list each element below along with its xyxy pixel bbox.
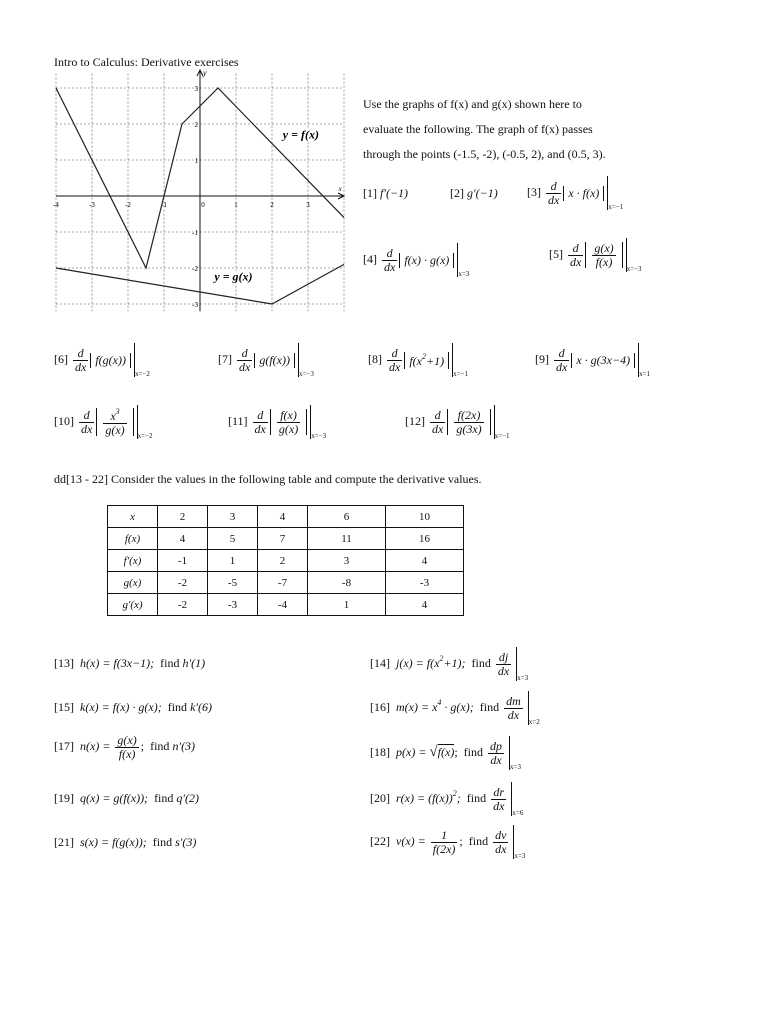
table-cell: 1	[308, 594, 386, 616]
table-header-cell: 3	[208, 506, 258, 528]
bracket-expression: g(f(x))	[254, 353, 295, 368]
problem-number: [8]	[368, 351, 382, 366]
page-title: Intro to Calculus: Derivative exercises	[54, 55, 239, 69]
exercise-14: [14] $j(x) = f(x^2+1)$; find $\frac{dj}{dx}$ $_{x=3}$	[370, 647, 528, 682]
exercise-13: [13] h(x) = f(3x−1); find h′(1)	[54, 656, 206, 670]
x-axis-letter: x	[338, 185, 342, 193]
table-cell: -8	[308, 572, 386, 594]
table-row	[108, 594, 464, 616]
table-cell: -4	[258, 594, 308, 616]
fraction-bottom: f(x)	[595, 254, 613, 269]
problem-1	[363, 186, 408, 201]
intro-line-2: evaluate the following. The graph of f(x) passes	[363, 122, 593, 136]
problem-number: [1]	[363, 186, 377, 200]
evaluation-point: x=1	[639, 369, 651, 378]
table-cell: 4	[386, 550, 464, 572]
intro-line-1: Use the graphs of f(x) and g(x) shown here to	[363, 97, 582, 111]
table-header-row	[108, 506, 464, 528]
table-header-cell: 2	[158, 506, 208, 528]
table-cell: -5	[208, 572, 258, 594]
evaluation-point: x=−2	[137, 431, 153, 440]
table-cell: 16	[386, 528, 464, 550]
table-cell: -3	[386, 572, 464, 594]
x-tick-label: 1	[234, 201, 238, 209]
evaluation-point: x=−3	[626, 264, 642, 273]
table-row	[108, 550, 464, 572]
problem-4	[363, 243, 469, 278]
bracket-expression: x · f(x)	[563, 186, 604, 201]
table-row	[108, 572, 464, 594]
evaluation-point: x=−1	[494, 431, 510, 440]
problem-number: [2]	[450, 186, 464, 200]
problem-12: [12] $\frac{d}{dx}$ $\frac{f(2x)}{g(3x)}$ $_{x=-1}$	[405, 405, 510, 440]
table-row-label: g′(x)	[108, 594, 158, 616]
table-header-cell: x	[108, 506, 158, 528]
table-cell: 4	[158, 528, 208, 550]
evaluation-point: x=−3	[298, 369, 314, 378]
problem-expression: f′(−1)	[380, 186, 409, 200]
problem-2	[450, 186, 498, 201]
table-cell: 11	[308, 528, 386, 550]
table-cell: 1	[208, 550, 258, 572]
problem-10: [10] $\frac{d}{dx}$ $\frac{x^3}{g(x)}$ $_{x=-2}$	[54, 406, 153, 440]
problem-number: [11]	[228, 413, 248, 428]
table-cell: 7	[258, 528, 308, 550]
table-cell: 4	[386, 594, 464, 616]
table-row-label: f(x)	[108, 528, 158, 550]
evaluation-point: x=−2	[134, 369, 150, 378]
radicand: f(x)	[437, 744, 455, 759]
table-row-label: f′(x)	[108, 550, 158, 572]
y-tick-label: 2	[194, 121, 198, 129]
problem-9: [9] $\frac{d}{dx}$ $x \cdot g(3x-4)_{x=1}$	[535, 343, 650, 378]
evaluation-point: x=−3	[311, 431, 327, 440]
function-graph	[52, 68, 352, 320]
table-header-cell: 4	[258, 506, 308, 528]
derivative-operator: $\frac{d}{dx}$	[570, 240, 582, 269]
problem-11: [11] $\frac{d}{dx}$ $\frac{f(x)}{g(x)}$ $_{x=-3}$	[228, 405, 326, 440]
evaluation-point: x=3	[458, 269, 470, 278]
intro-paragraph	[363, 92, 606, 167]
f-label: y = f(x)	[282, 127, 319, 142]
problem-3	[527, 176, 623, 211]
table-cell: 5	[208, 528, 258, 550]
x-tick-label: 2	[270, 201, 274, 209]
g-label: y = g(x)	[214, 269, 253, 284]
problem-number: [9]	[535, 351, 549, 366]
problem-8: [8] $\frac{d}{dx}$ $f(x^2+1)_{x=-1}$	[368, 343, 468, 378]
exercise-21: [21] s(x) = f(g(x)); find s′(3)	[54, 835, 197, 849]
problem-number: [5]	[549, 246, 563, 261]
problem-number: [7]	[218, 351, 232, 366]
bracket-expression: f(x) · g(x)	[399, 253, 454, 268]
problem-5	[549, 238, 642, 273]
fraction-top: g(x)	[594, 240, 614, 255]
exercise-19: [19] q(x) = g(f(x)); find q′(2)	[54, 791, 200, 805]
intro-line-3: through the points (-1.5, -2), (-0.5, 2), and (0.5, 3).	[363, 147, 606, 161]
exercise-20: [20] $r(x) = (f(x))^2$; find $\frac{dr}{dx}$ $_{x=6}$	[370, 782, 523, 817]
table-cell: -1	[158, 550, 208, 572]
table-cell: -2	[158, 572, 208, 594]
problem-number: [3]	[527, 184, 541, 199]
problem-number: [4]	[363, 251, 377, 266]
y-tick-label: -2	[192, 265, 198, 273]
table-cell: -7	[258, 572, 308, 594]
problem-number: [12]	[405, 413, 425, 428]
problem-expression: g′(−1)	[467, 186, 498, 200]
derivative-operator: $\frac{d}{dx}$	[548, 178, 560, 207]
table-cell: 3	[308, 550, 386, 572]
problem-6: [6] $\frac{d}{dx}$ $f(g(x))_{x=-2}$	[54, 343, 150, 378]
exercise-15: [15] k(x) = f(x) · g(x); find k′(6)	[54, 700, 213, 714]
table-row-label: g(x)	[108, 572, 158, 594]
y-tick-label: -3	[192, 301, 198, 309]
exercise-18: [18] p(x) = √f(x); find $\frac{dp}{dx}$ $_{x=3}$	[370, 736, 521, 771]
x-tick-label: -1	[161, 201, 167, 209]
y-tick-label: 3	[194, 85, 198, 93]
problem-number: [10]	[54, 413, 74, 428]
bracket-expression: f(g(x))	[90, 353, 131, 368]
table-row	[108, 528, 464, 550]
exercise-17: [17] n(x) = $\frac{g(x)}{f(x)}$ ; find n′(3)	[54, 733, 196, 761]
bracket-expression: x · g(3x−4)	[571, 353, 635, 368]
x-tick-label: 0	[201, 201, 205, 209]
table-header-cell: 10	[386, 506, 464, 528]
y-tick-label: 1	[194, 157, 198, 165]
exercise-22: [22] v(x) = $\frac{1}{f(2x)}$ ; find $\frac{dv}{dx}$ $_{x=3}$	[370, 825, 525, 860]
table-intro: dd[13 - 22] Consider the values in the following table and compute the derivative values.	[54, 472, 482, 486]
problem-number: [6]	[54, 351, 68, 366]
x-tick-label: -4	[53, 201, 59, 209]
table-header-cell: 6	[308, 506, 386, 528]
y-tick-label: -1	[192, 229, 198, 237]
x-tick-label: -3	[89, 201, 95, 209]
problem-7: [7] $\frac{d}{dx}$ $g(f(x))_{x=-3}$	[218, 343, 314, 378]
x-tick-label: -2	[125, 201, 131, 209]
table-cell: -2	[158, 594, 208, 616]
table-cell: -3	[208, 594, 258, 616]
exercise-16: [16] $m(x) = x^4 \cdot g(x)$; find $\frac{dm}{dx}$ $_{x=2}$	[370, 691, 540, 726]
derivative-operator: $\frac{d}{dx}$	[384, 245, 396, 274]
x-tick-label: 3	[306, 201, 310, 209]
values-table	[107, 505, 464, 616]
table-cell: 2	[258, 550, 308, 572]
evaluation-point: x=−1	[608, 202, 624, 211]
evaluation-point: x=−1	[453, 369, 468, 378]
y-axis-letter: y	[203, 68, 207, 78]
